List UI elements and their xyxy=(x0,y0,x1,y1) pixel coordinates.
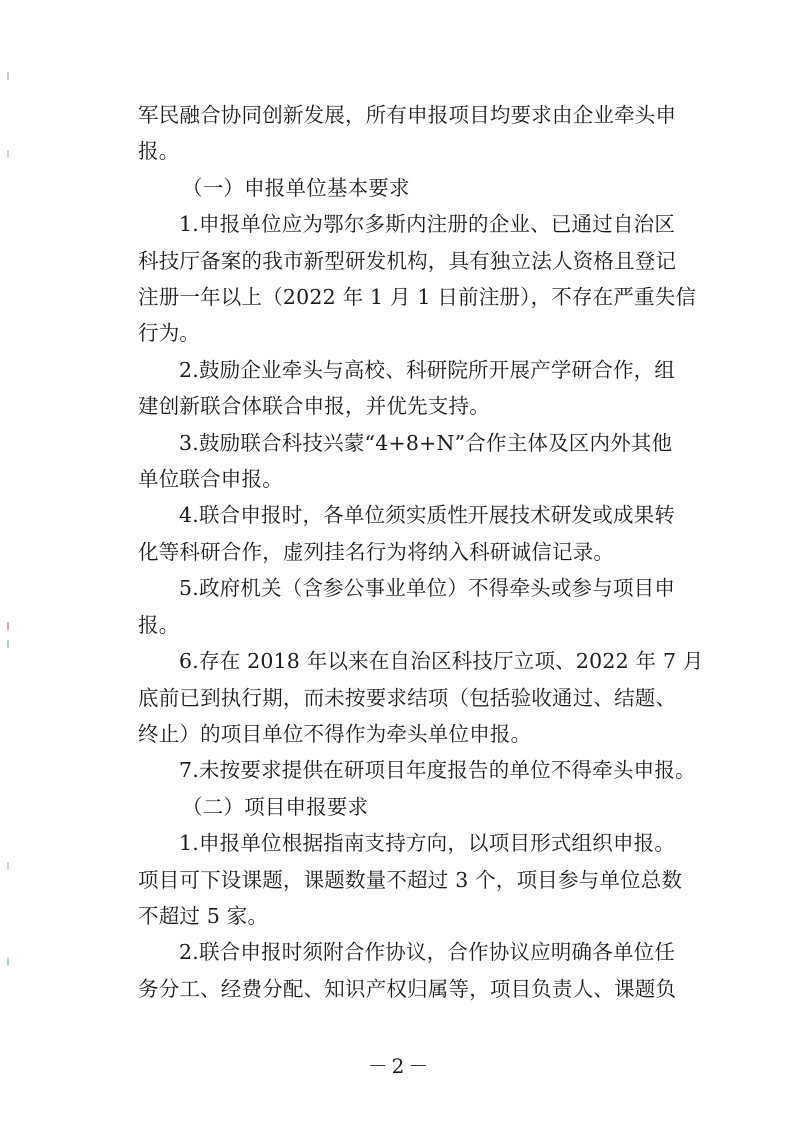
paragraph-line: 报。 xyxy=(138,612,180,637)
paragraph-line: 6.存在 2018 年以来在自治区科技厅立项、2022 年 7 月 xyxy=(179,649,704,674)
paragraph-line: 终止）的项目单位不得作为牵头单位申报。 xyxy=(138,721,532,746)
paragraph-line: 1.申报单位应为鄂尔多斯内注册的企业、已通过自治区 xyxy=(179,212,676,237)
scan-mark xyxy=(7,958,9,966)
paragraph-line: 科技厅备案的我市新型研发机构，具有独立法人资格且登记 xyxy=(138,248,677,273)
paragraph-line: 军民融合协同创新发展，所有申报项目均要求由企业牵头申 xyxy=(138,103,677,127)
paragraph-line: 报。 xyxy=(138,139,180,164)
paragraph-line: 单位联合申报。 xyxy=(138,467,283,492)
page-number: －2－ xyxy=(367,1054,433,1078)
paragraph-line: 项目可下设课题，课题数量不超过 3 个，项目参与单位总数 xyxy=(138,867,683,892)
paragraph-line: 化等科研合作，虚列挂名行为将纳入科研诚信记录。 xyxy=(138,539,615,564)
scan-mark xyxy=(7,72,9,80)
paragraph-line: 3.鼓励联合科技兴蒙“4+8+N”合作主体及区内外其他 xyxy=(179,430,673,455)
paragraph-line: 行为。 xyxy=(138,321,201,346)
paragraph-line: 底前已到执行期，而未按要求结项（包括验收通过、结题、 xyxy=(138,685,677,710)
document-body xyxy=(138,97,704,1007)
paragraph-line: 2.联合申报时须附合作协议，合作协议应明确各单位任 xyxy=(179,940,676,965)
paragraph-line: 4.联合申报时，各单位须实质性开展技术研发或成果转 xyxy=(179,503,676,528)
paragraph-line: 2.鼓励企业牵头与高校、科研院所开展产学研合作，组 xyxy=(179,357,676,382)
paragraph-line: 5.政府机关（含参公事业单位）不得牵头或参与项目申 xyxy=(179,576,676,601)
paragraph-line: 务分工、经费分配、知识产权归属等，项目负责人、课题负 xyxy=(138,976,677,1001)
paragraph-line: 1.申报单位根据指南支持方向，以项目形式组织申报。 xyxy=(179,831,676,856)
scan-mark xyxy=(7,640,9,648)
scan-mark xyxy=(7,622,9,630)
paragraph-line: 不超过 5 家。 xyxy=(138,903,269,928)
scan-mark xyxy=(7,862,9,870)
paragraph-line: 注册一年以上（2022 年 1 月 1 日前注册），不存在严重失信 xyxy=(138,285,697,310)
section-heading: （二）项目申报要求 xyxy=(182,794,369,819)
paragraph-line: 建创新联合体联合申报，并优先支持。 xyxy=(138,394,490,419)
scan-mark xyxy=(7,150,9,158)
paragraph-line: 7.未按要求提供在研项目年度报告的单位不得牵头申报。 xyxy=(179,758,696,783)
section-heading: （一）申报单位基本要求 xyxy=(182,175,410,200)
